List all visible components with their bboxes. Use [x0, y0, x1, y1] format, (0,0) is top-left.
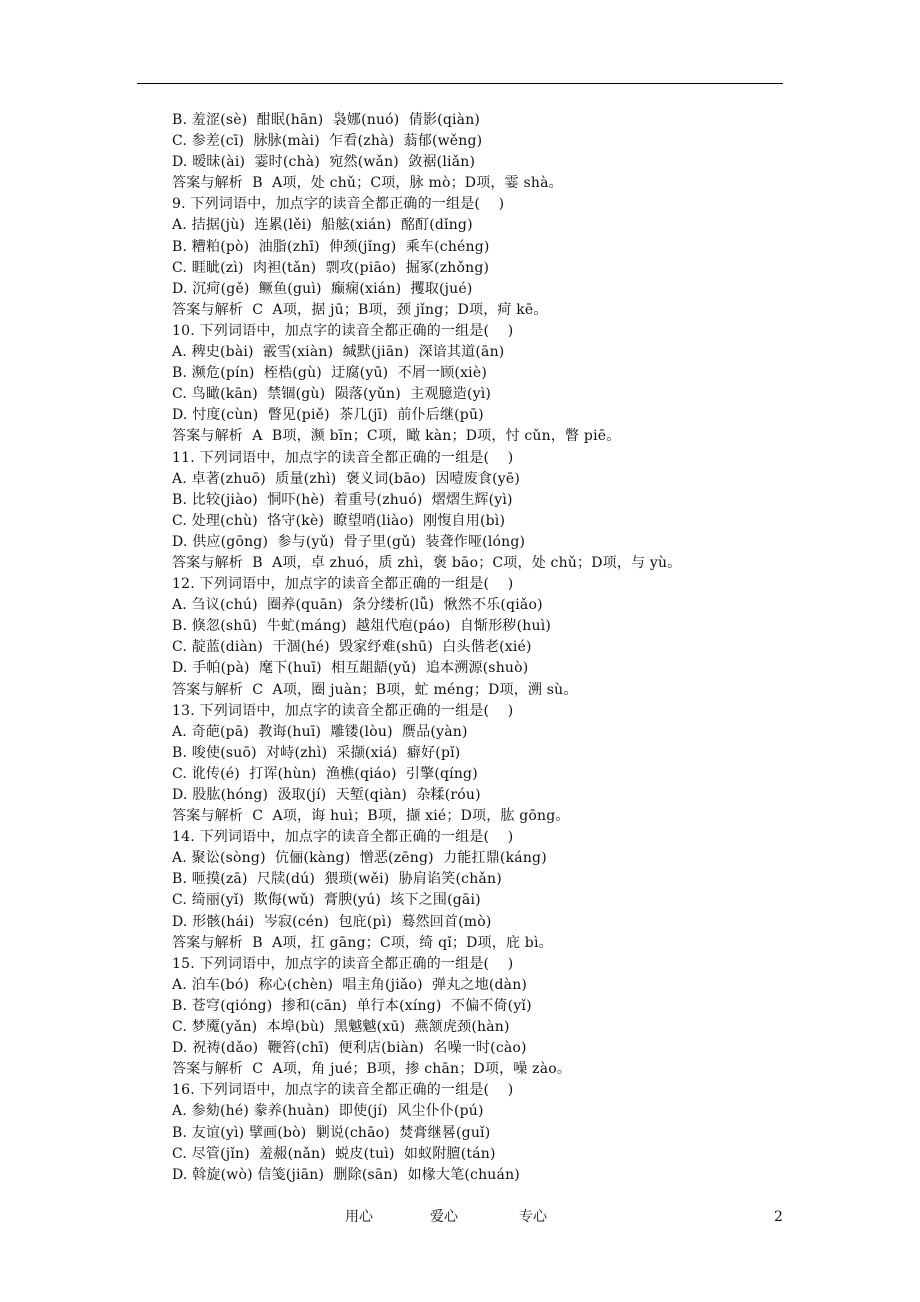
text-line: B. 比较(jiào) 恫吓(hè) 着重号(zhuó) 熠熠生辉(yì)	[172, 491, 513, 508]
text-line: D. 股肱(hóng) 汲取(jí) 天堑(qiàn) 杂糅(róu)	[172, 787, 481, 803]
answer-line: 答案与解析 A B项，濒 bīn；C项，瞰 kàn；D项，忖 cǔn，瞥 piē。	[172, 428, 621, 445]
text-line: A. 泊车(bó) 称心(chèn) 唱主角(jiǎo) 弹丸之地(dàn)	[172, 976, 528, 993]
text-line: B. 咂摸(zā) 尺牍(dú) 猥琐(wěi) 胁肩谄笑(chǎn)	[172, 871, 502, 888]
text-line: B. 濒危(pín) 桎梏(gù) 迂腐(yū) 不屑一顾(xiè)	[172, 365, 488, 382]
text-line: D. 斡旋(wò) 信笺(jiān) 删除(sān) 如椽大笔(chuán)	[172, 1166, 520, 1183]
text-line: B. 倏忽(shū) 牛虻(máng) 越俎代庖(páo) 自惭形秽(huì)	[172, 618, 552, 635]
footer-text-left: 用心	[345, 1209, 373, 1225]
text-line: C. 处理(chù) 恪守(kè) 瞭望哨(liào) 刚愎自用(bì)	[172, 512, 506, 529]
text-line: B. 友谊(yì) 擘画(bò) 剿说(chāo) 焚膏继晷(guǐ)	[172, 1124, 491, 1141]
question-line: 14. 下列词语中，加点字的读音全都正确的一组是( )	[172, 829, 514, 846]
text-line: A. 奇葩(pā) 教诲(huī) 雕镂(lòu) 赝品(yàn)	[172, 723, 468, 740]
text-line: C. 睚眦(zì) 肉袒(tǎn) 剽攻(piāo) 掘冢(zhǒng)	[172, 259, 490, 276]
text-line: A. 参劾(hé) 豢养(huàn) 即使(jí) 风尘仆仆(pú)	[172, 1103, 484, 1120]
answer-line: 答案与解析 B A项，处 chǔ；C项，脉 mò；D项，霎 shà。	[172, 175, 563, 192]
document-body	[172, 110, 812, 1186]
footer-text-middle: 爱心	[430, 1209, 458, 1225]
question-line: 15. 下列词语中，加点字的读音全都正确的一组是( )	[172, 955, 514, 972]
answer-line: 答案与解析 B A项，扛 gāng；C项，绮 qǐ；D项，庇 bì。	[172, 934, 553, 951]
question-line: 16. 下列词语中，加点字的读音全都正确的一组是( )	[172, 1082, 514, 1099]
text-line: B. 苍穹(qióng) 掺和(cān) 单行本(xíng) 不偏不倚(yǐ)	[172, 997, 532, 1014]
text-line: A. 拮据(jù) 连累(lěi) 船舷(xián) 酩酊(dǐng)	[172, 217, 473, 234]
question-line: 12. 下列词语中，加点字的读音全都正确的一组是( )	[172, 576, 514, 593]
text-line: D. 暧昧(ài) 霎时(chà) 宛然(wǎn) 敛裾(liǎn)	[172, 154, 476, 171]
text-line: A. 稗史(bài) 霰雪(xiàn) 缄默(jiān) 深谙其道(ān)	[172, 344, 505, 361]
answer-line: 答案与解析 C A项，据 jū；B项，颈 jǐng；D项，疴 kē。	[172, 301, 548, 318]
text-line: D. 忖度(cùn) 瞥见(piě) 茶几(jī) 前仆后继(pū)	[172, 407, 484, 424]
text-line: A. 聚讼(sòng) 伉俪(kàng) 憎恶(zēng) 力能扛鼎(káng)	[172, 850, 547, 867]
text-line: C. 绮丽(yǐ) 欺侮(wǔ) 膏腴(yú) 垓下之围(gāi)	[172, 892, 481, 909]
text-line: C. 参差(cī) 脉脉(mài) 乍看(zhà) 蓊郁(wěng)	[172, 133, 483, 150]
text-line: D. 形骸(hái) 岑寂(cén) 包庇(pì) 蓦然回首(mò)	[172, 913, 492, 930]
text-line: A. 卓著(zhuō) 质量(zhì) 褒义词(bāo) 因噎废食(yē)	[172, 470, 521, 487]
text-line: D. 供应(gōng) 参与(yǔ) 骨子里(gǔ) 装聋作哑(lóng)	[172, 533, 526, 550]
answer-line: 答案与解析 C A项，圈 juàn；B项，虻 méng；D项，溯 sù。	[172, 681, 578, 698]
text-line: B. 糟粕(pò) 油脂(zhī) 伸颈(jǐng) 乘车(chéng)	[172, 238, 490, 255]
text-line: C. 靛蓝(diàn) 干涸(hé) 毁家纾难(shū) 白头偕老(xié)	[172, 639, 532, 656]
page-number: 2	[774, 1209, 783, 1225]
answer-line: 答案与解析 B A项，卓 zhuó，质 zhì，褒 bāo；C项，处 chǔ；D项，与 yù。	[172, 554, 682, 571]
text-line: C. 讹传(é) 打诨(hùn) 渔樵(qiáo) 引擎(qíng)	[172, 765, 478, 782]
text-line: B. 唆使(suō) 对峙(zhì) 采撷(xiá) 癖好(pǐ)	[172, 744, 461, 761]
header-rule	[137, 83, 783, 84]
answer-line: 答案与解析 C A项，诲 huì；B项，撷 xié；D项，肱 gōng。	[172, 808, 570, 825]
text-line: C. 尽管(jǐn) 羞赧(nǎn) 蜕皮(tuì) 如蚁附膻(tán)	[172, 1145, 496, 1162]
text-line: A. 刍议(chú) 圈养(quān) 条分缕析(lǚ) 愀然不乐(qiǎo)	[172, 597, 543, 614]
footer-text-right: 专心	[519, 1209, 547, 1225]
text-line: C. 梦魇(yǎn) 本埠(bù) 黑魆魆(xū) 燕颔虎颈(hàn)	[172, 1019, 510, 1036]
text-line: D. 手帕(pà) 麾下(huī) 相互龃龉(yǔ) 追本溯源(shuò)	[172, 660, 529, 677]
text-line: C. 鸟瞰(kān) 禁锢(gù) 陨落(yǔn) 主观臆造(yì)	[172, 386, 492, 403]
text-line: D. 沉疴(gě) 鳜鱼(guì) 癫痫(xián) 攫取(jué)	[172, 280, 473, 297]
question-line: 11. 下列词语中，加点字的读音全都正确的一组是( )	[172, 449, 514, 466]
question-line: 9. 下列词语中，加点字的读音全都正确的一组是( )	[172, 196, 505, 213]
page-footer	[0, 1207, 920, 1227]
question-line: 13. 下列词语中，加点字的读音全都正确的一组是( )	[172, 702, 514, 719]
question-line: 10. 下列词语中，加点字的读音全都正确的一组是( )	[172, 322, 514, 339]
text-line: B. 羞涩(sè) 酣眠(hān) 袅娜(nuó) 倩影(qiàn)	[172, 112, 481, 128]
answer-line: 答案与解析 C A项，角 jué；B项，掺 chān；D项，噪 zào。	[172, 1061, 572, 1078]
text-line: D. 祝祷(dǎo) 鞭笞(chī) 便利店(biàn) 名噪一时(cào)	[172, 1040, 527, 1057]
